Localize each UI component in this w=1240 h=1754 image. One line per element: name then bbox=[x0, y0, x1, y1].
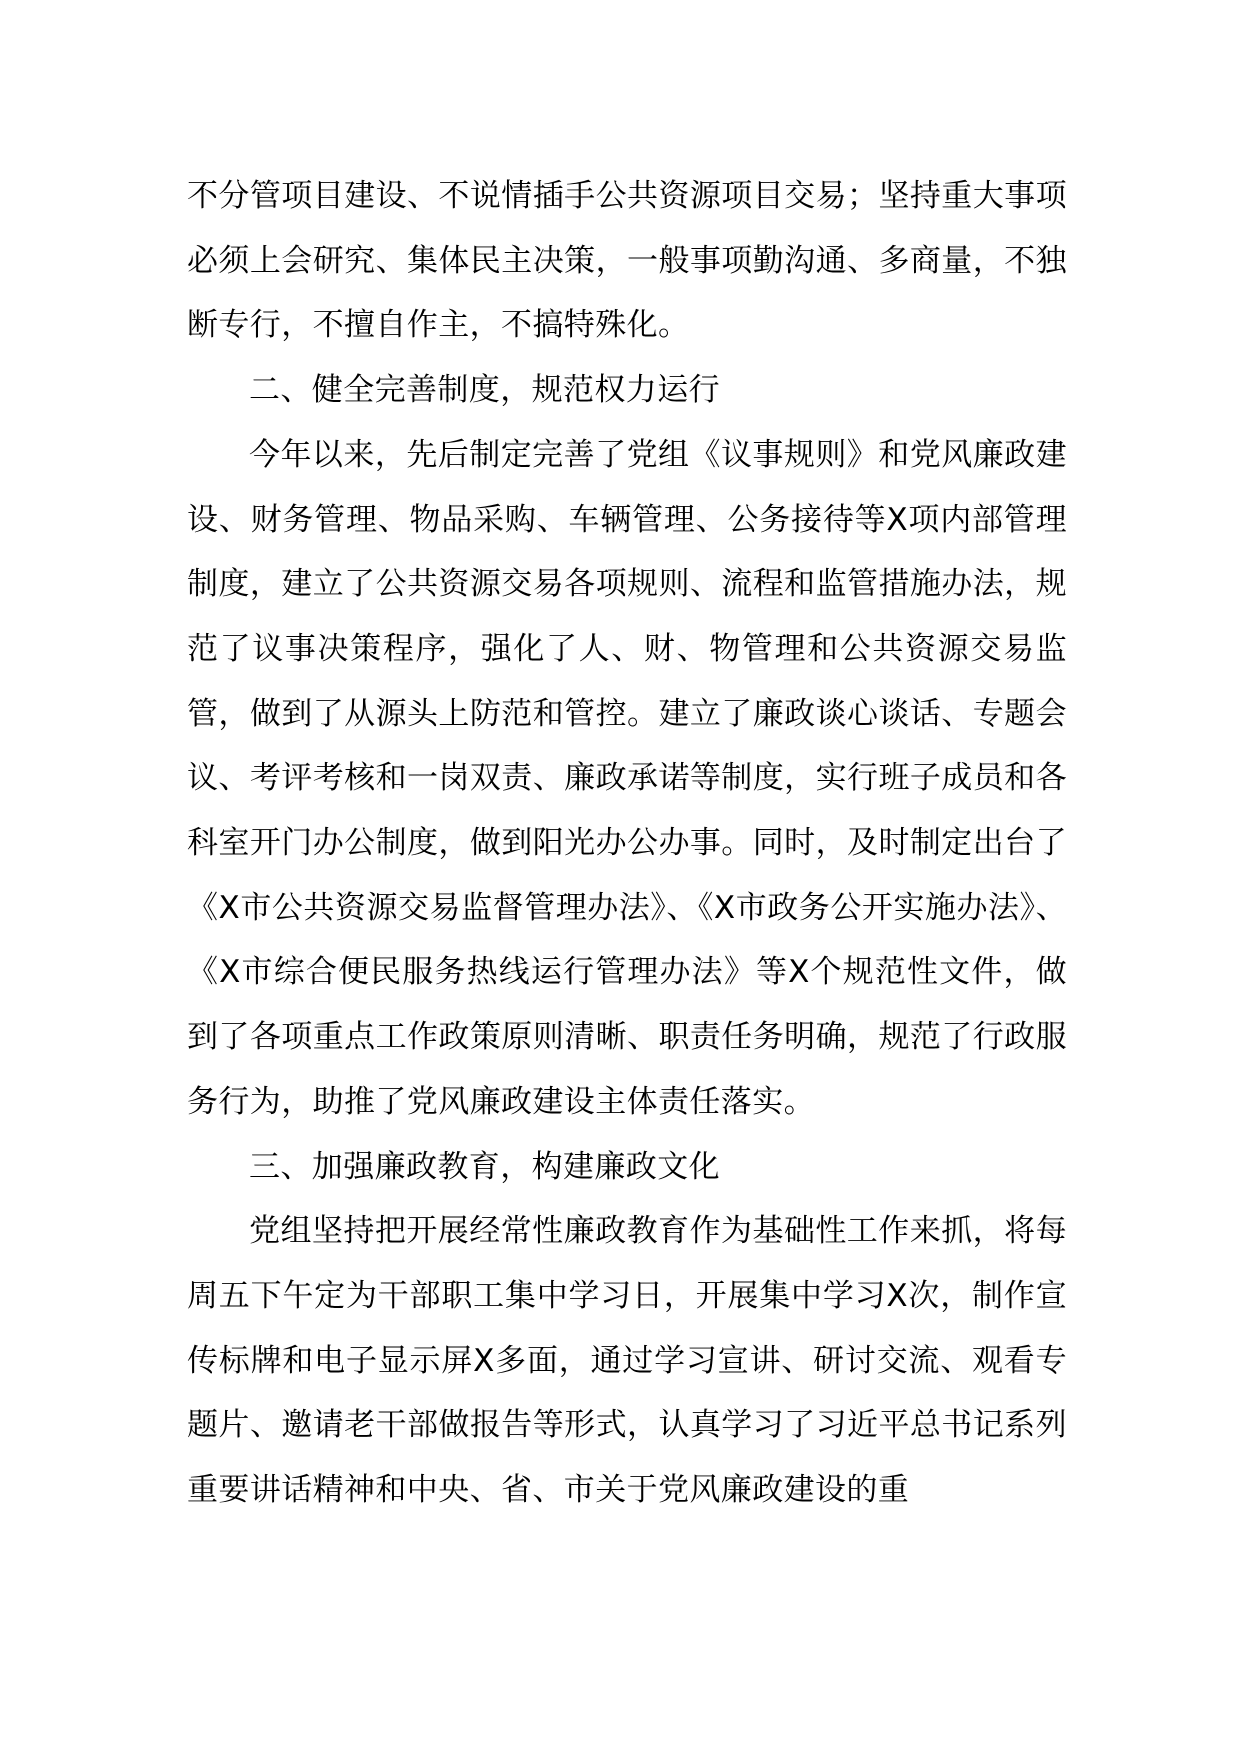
section-heading-2: 二、健全完善制度，规范权力运行 bbox=[249, 372, 720, 409]
paragraph-section-2: 今年以来，先后制定完善了党组《议事规则》和党风廉政建设、财务管理、物品采购、车辆管理、公务接待等X项内部管理制度，建立了公共资源交易各项规则、流程和监管措施办法，规范了议事决策程序，强化了人、财、物管理和公共资源交易监管，做到了从源头上防范和管控。建立了廉政谈心谈话、专题会议、考评考核和一岗双责、廉政承诺等制度，实行班子成员和各科室开门办公制度，做到阳光办公办事。同时，及时制定出台了《X市公共资源交易监督管理办法》、《X市政务公开实施办法》、《X市综合便民服务热线运行管理办法》等X个规范性文件，做到了各项重点工作政策原则清晰、职责任务明确，规范了行政服务行为，助推了党风廉政建设主体责任落实。 bbox=[187, 436, 1067, 1120]
section-heading-3: 三、加强廉政教育，构建廉政文化 bbox=[249, 1148, 720, 1185]
paragraph-section-3: 党组坚持把开展经常性廉政教育作为基础性工作来抓，将每周五下午定为干部职工集中学习日，开展集中学习X次，制作宣传标牌和电子显示屏X多面，通过学习宣讲、研讨交流、观看专题片、邀请老干部做报告等形式，认真学习了习近平总书记系列重要讲话精神和中央、省、市关于党风廉政建设的重 bbox=[187, 1213, 1067, 1509]
paragraph-continuation: 不分管项目建设、不说情插手公共资源项目交易；坚持重大事项必须上会研究、集体民主决策，一般事项勤沟通、多商量，不独断专行，不擅自作主，不搞特殊化。 bbox=[187, 178, 1067, 344]
document-body bbox=[187, 164, 1067, 1523]
